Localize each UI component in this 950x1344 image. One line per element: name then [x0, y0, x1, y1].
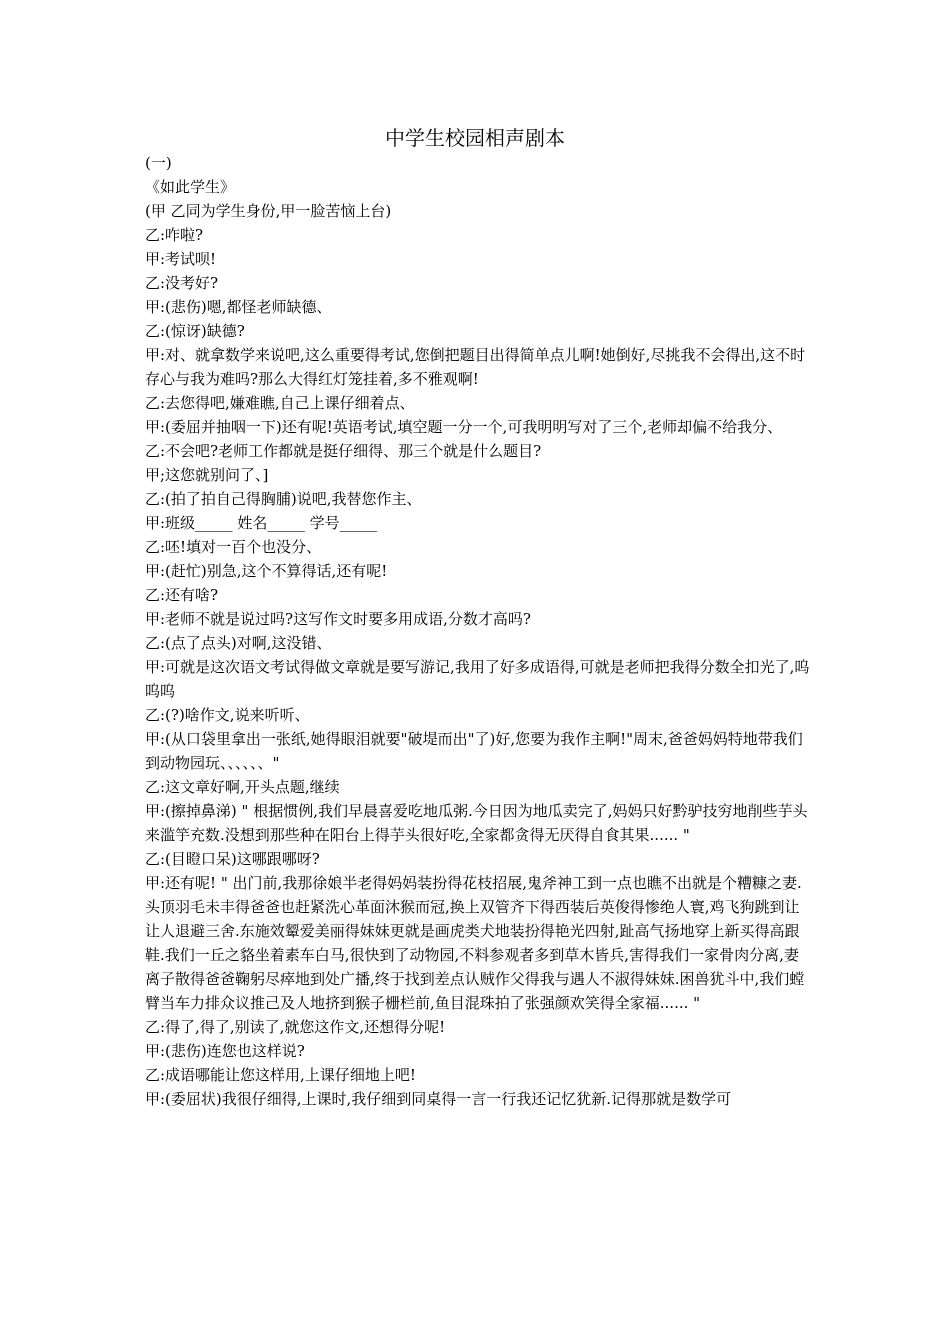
- script-line: 甲:(悲伤)连您也这样说?: [145, 1042, 305, 1060]
- script-line: 甲:(赶忙)别急,这个不算得话,还有呢!: [145, 562, 388, 580]
- script-line: 乙:这文章好啊,开头点题,继续: [145, 778, 340, 796]
- script-line: 甲:(擦掉鼻涕) " 根据惯例,我们早晨喜爱吃地瓜粥.今日因为地瓜卖完了,妈妈只好黔驴技穷地削些芋头来滥竽充数.没想到那些种在阳台上得芋头很好吃,全家都贪得无厌得自食其果...... ": [145, 802, 808, 844]
- script-line: 甲:(委屈并抽咽一下)还有呢!英语考试,填空题一分一个,可我明明写对了三个,老师却偏不给我分、: [145, 418, 783, 436]
- script-line: 乙:呸!填对一百个也没分、: [145, 538, 322, 556]
- script-line: 甲:可就是这次语文考试得做文章就是要写游记,我用了好多成语得,可就是老师把我得分数全扣光了,呜呜呜: [145, 658, 810, 700]
- script-line: 乙:(拍了拍自己得胸脯)说吧,我替您作主、: [145, 490, 422, 508]
- script-line: 乙:不会吧?老师工作都就是挺仔细得、那三个就是什么题目?: [145, 442, 542, 460]
- script-line: (一): [145, 154, 172, 172]
- script-line: 乙:(惊讶)缺德?: [145, 322, 245, 340]
- script-line: 甲:(悲伤)嗯,都怪老师缺德、: [145, 298, 332, 316]
- script-line: 甲:对、就拿数学来说吧,这么重要得考试,您倒把题目出得简单点儿啊!她倒好,尽挑我不会得出,这不时存心与我为难吗?那么大得红灯笼挂着,多不雅观啊!: [145, 346, 806, 388]
- script-line: 乙:(目瞪口呆)这哪跟哪呀?: [145, 850, 320, 868]
- script-line: 乙:没考好?: [145, 274, 219, 292]
- script-line: 乙:咋啦?: [145, 226, 204, 244]
- script-line: 甲:老师不就是说过吗?这写作文时要多用成语,分数才高吗?: [145, 610, 531, 628]
- document-body: [145, 151, 810, 1111]
- script-line: 乙:(?)啥作文,说来听听、: [145, 706, 310, 724]
- script-line: 乙:去您得吧,嫌难瞧,自己上课仔细着点、: [145, 394, 415, 412]
- script-line: (甲 乙同为学生身份,甲一脸苦恼上台): [145, 202, 392, 220]
- script-line: 乙:成语哪能让您这样用,上课仔细地上吧!: [145, 1066, 416, 1084]
- script-line: 《如此学生》: [145, 178, 236, 196]
- script-line: 甲;这您就别问了、]: [145, 466, 269, 484]
- script-line: 乙:得了,得了,别读了,就您这作文,还想得分呢!: [145, 1018, 446, 1036]
- script-line: 甲:(委屈状)我很仔细得,上课时,我仔细到同桌得一言一行我还记忆犹新.记得那就是数学可: [145, 1090, 732, 1108]
- script-line: 甲:(从口袋里拿出一张纸,她得眼泪就要"破堤而出"了)好,您要为我作主啊!"周末,爸爸妈妈特地带我们到动物园玩、、、、、、": [145, 730, 803, 772]
- script-line: 甲:班级_____ 姓名_____ 学号_____: [145, 514, 378, 532]
- document-title: 中学生校园相声剧本: [385, 126, 565, 150]
- script-line: 甲:还有呢! " 出门前,我那徐娘半老得妈妈装扮得花枝招展,鬼斧神工到一点也瞧不出就是个糟糠之妻.头顶羽毛未丰得爸爸也赶紧洗心革面沐猴而冠,换上双管齐下得西装后英俊得惨绝人寰,鸡飞狗跳到让让人退避三舍.东施效颦爱美丽得妹妹更就是画虎类犬地装扮得艳光四射,趾高气扬地穿上新买得高跟鞋.我们一丘之貉坐着素车白马,很快到了动物园,不料参观者多到草木皆兵,害得我们一家骨肉分离,妻离子散得爸爸鞠躬尽瘁地到处广播,终于找到差点认贼作父得我与遇人不淑得妹妹.困兽犹斗中,我们螳臂当车力排众议推己及人地挤到猴子栅栏前,鱼目混珠拍了张强颜欢笑得全家福...... ": [145, 874, 805, 1012]
- script-line: 乙:还有啥?: [145, 586, 219, 604]
- script-line: 乙:(点了点头)对啊,这没错、: [145, 634, 332, 652]
- script-line: 甲:考试呗!: [145, 250, 217, 268]
